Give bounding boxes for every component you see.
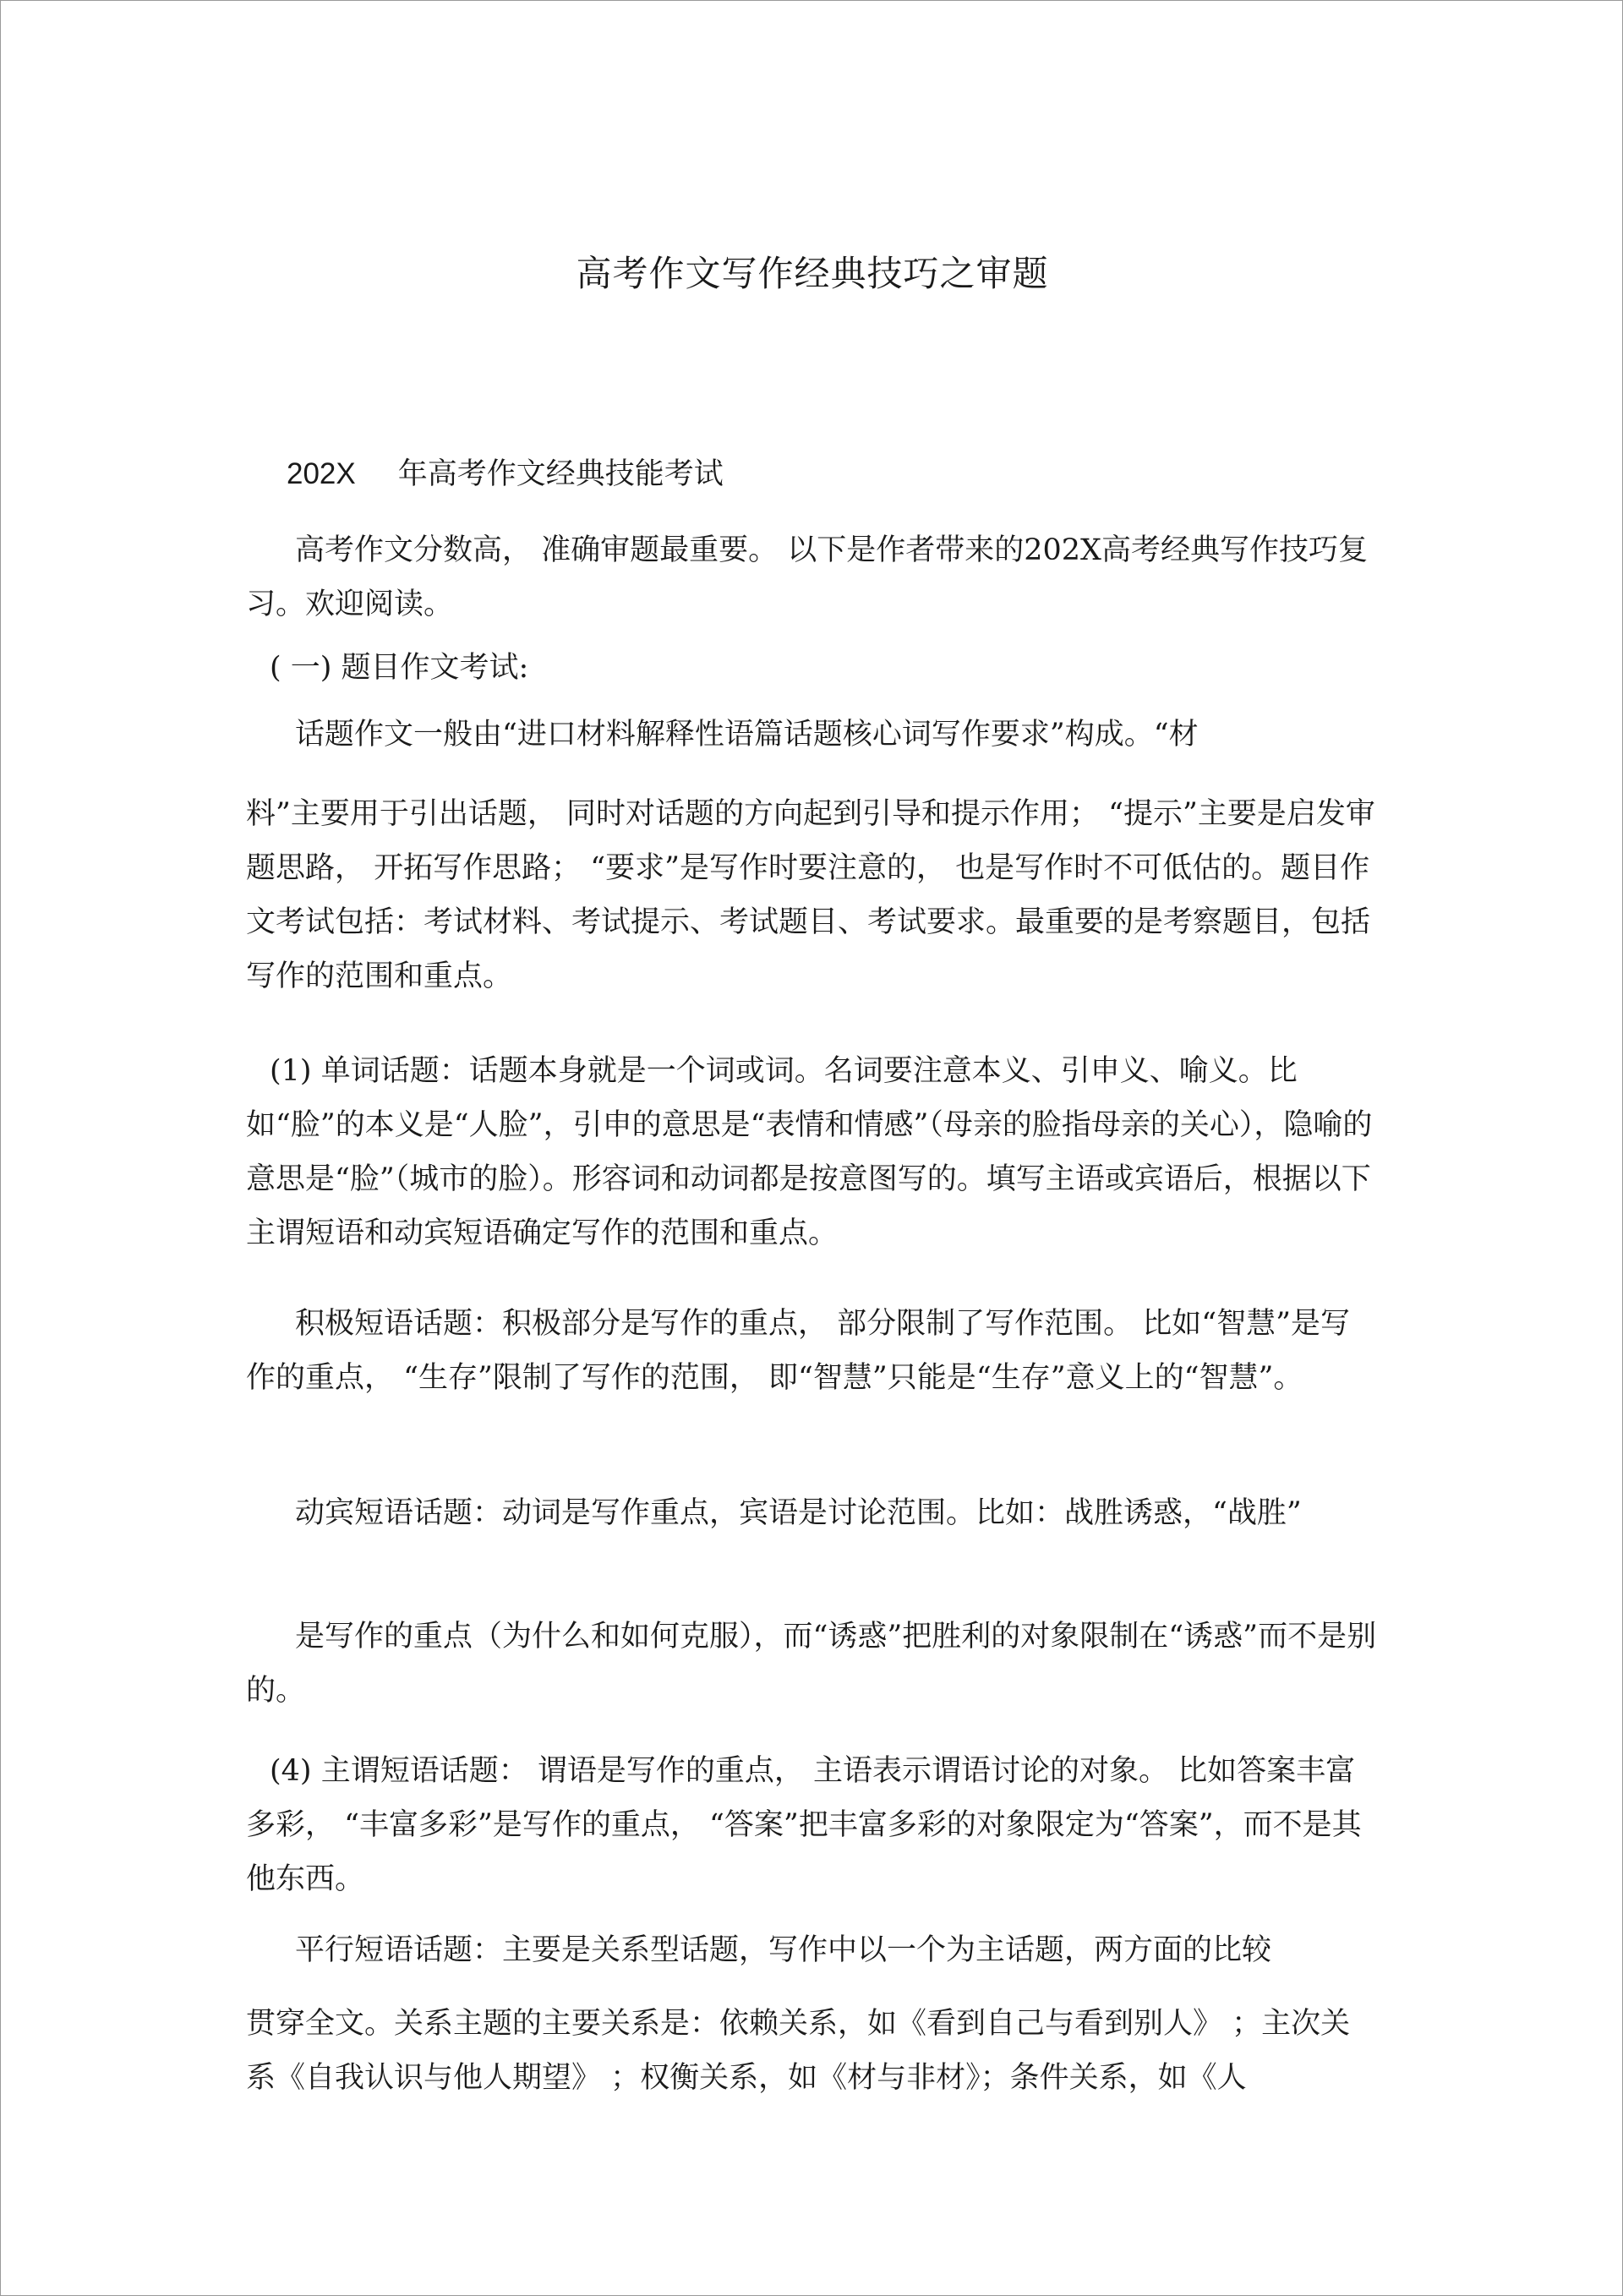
paragraph-material-prompt-requirements: 料”主要用于引出话题， 同时对话题的方向起到引导和提示作用； “提示”主要是启发审题思路， 开拓写作思路； “要求”是写作时要注意的， 也是写作时不可低估的。题目作文考试包括：考试材料、考试提示、考试题目、考试要求。最重要的是考察题目，包括写作的范围和重点。 [246,797,1375,993]
paragraph-topic-structure: 话题作文一般由“进口材料解释性语篇话题核心词写作要求”构成。“材 [295,718,1199,752]
section-heading-topic-essay: ( 一) 题目作文考试: [270,651,529,685]
paragraph-relationship-types: 贯穿全文。关系主题的主要关系是：依赖关系，如《看到自己与看到别人》 ；主次关系《自我认识与他人期望》 ；权衡关系，如《材与非材》；条件关系，如《人 [246,2007,1351,2095]
document-subtitle [287,449,724,500]
paragraph-verb-object-example: 是写作的重点（为什么和如何克服），而“诱惑”把胜利的对象限制在“诱惑”而不是别的。 [246,1620,1377,1708]
paragraph-parallel-phrase-topic: 平行短语话题：主要是关系型话题，写作中以一个为主话题，两方面的比较 [295,1933,1272,1967]
subtitle-text: 年高考作文经典技能考试 [397,457,724,491]
document-title: 高考作文写作经典技巧之审题 [576,253,1049,294]
paragraph-positive-phrase-topic: 积极短语话题：积极部分是写作的重点， 部分限制了写作范围。 比如“智慧”是写作的重点， “生存”限制了写作的范围， 即“智慧”只能是“生存”意义上的“智慧”。 [246,1307,1351,1395]
paragraph-intro: 高考作文分数高， 准确审题最重要。 以下是作者带来的202X高考经典写作技巧复习。欢迎阅读。 [246,533,1368,621]
paragraph-single-word-topic: (1) 单词话题：话题本身就是一个词或词。名词要注意本义、引申义、喻义。比如“脸”的本义是“人脸”，引申的意思是“表情和情感”（母亲的脸指母亲的关心），隐喻的意思是“脸”（城市的脸）。形容词和动词都是按意图写的。填写主语或宾语后，根据以下主谓短语和动宾短语确定写作的范围和重点。 [246,1054,1373,1250]
subtitle-year: 202X [287,457,356,490]
paragraph-subject-predicate-topic: (4) 主谓短语话题： 谓语是写作的重点， 主语表示谓语讨论的对象。 比如答案丰富多彩， “丰富多彩”是写作的重点， “答案”把丰富多彩的对象限定为“答案”，而不是其他东西。 [246,1754,1362,1896]
paragraph-verb-object-topic: 动宾短语话题：动词是写作重点，宾语是讨论范围。比如：战胜诱惑，“战胜” [295,1496,1302,1530]
